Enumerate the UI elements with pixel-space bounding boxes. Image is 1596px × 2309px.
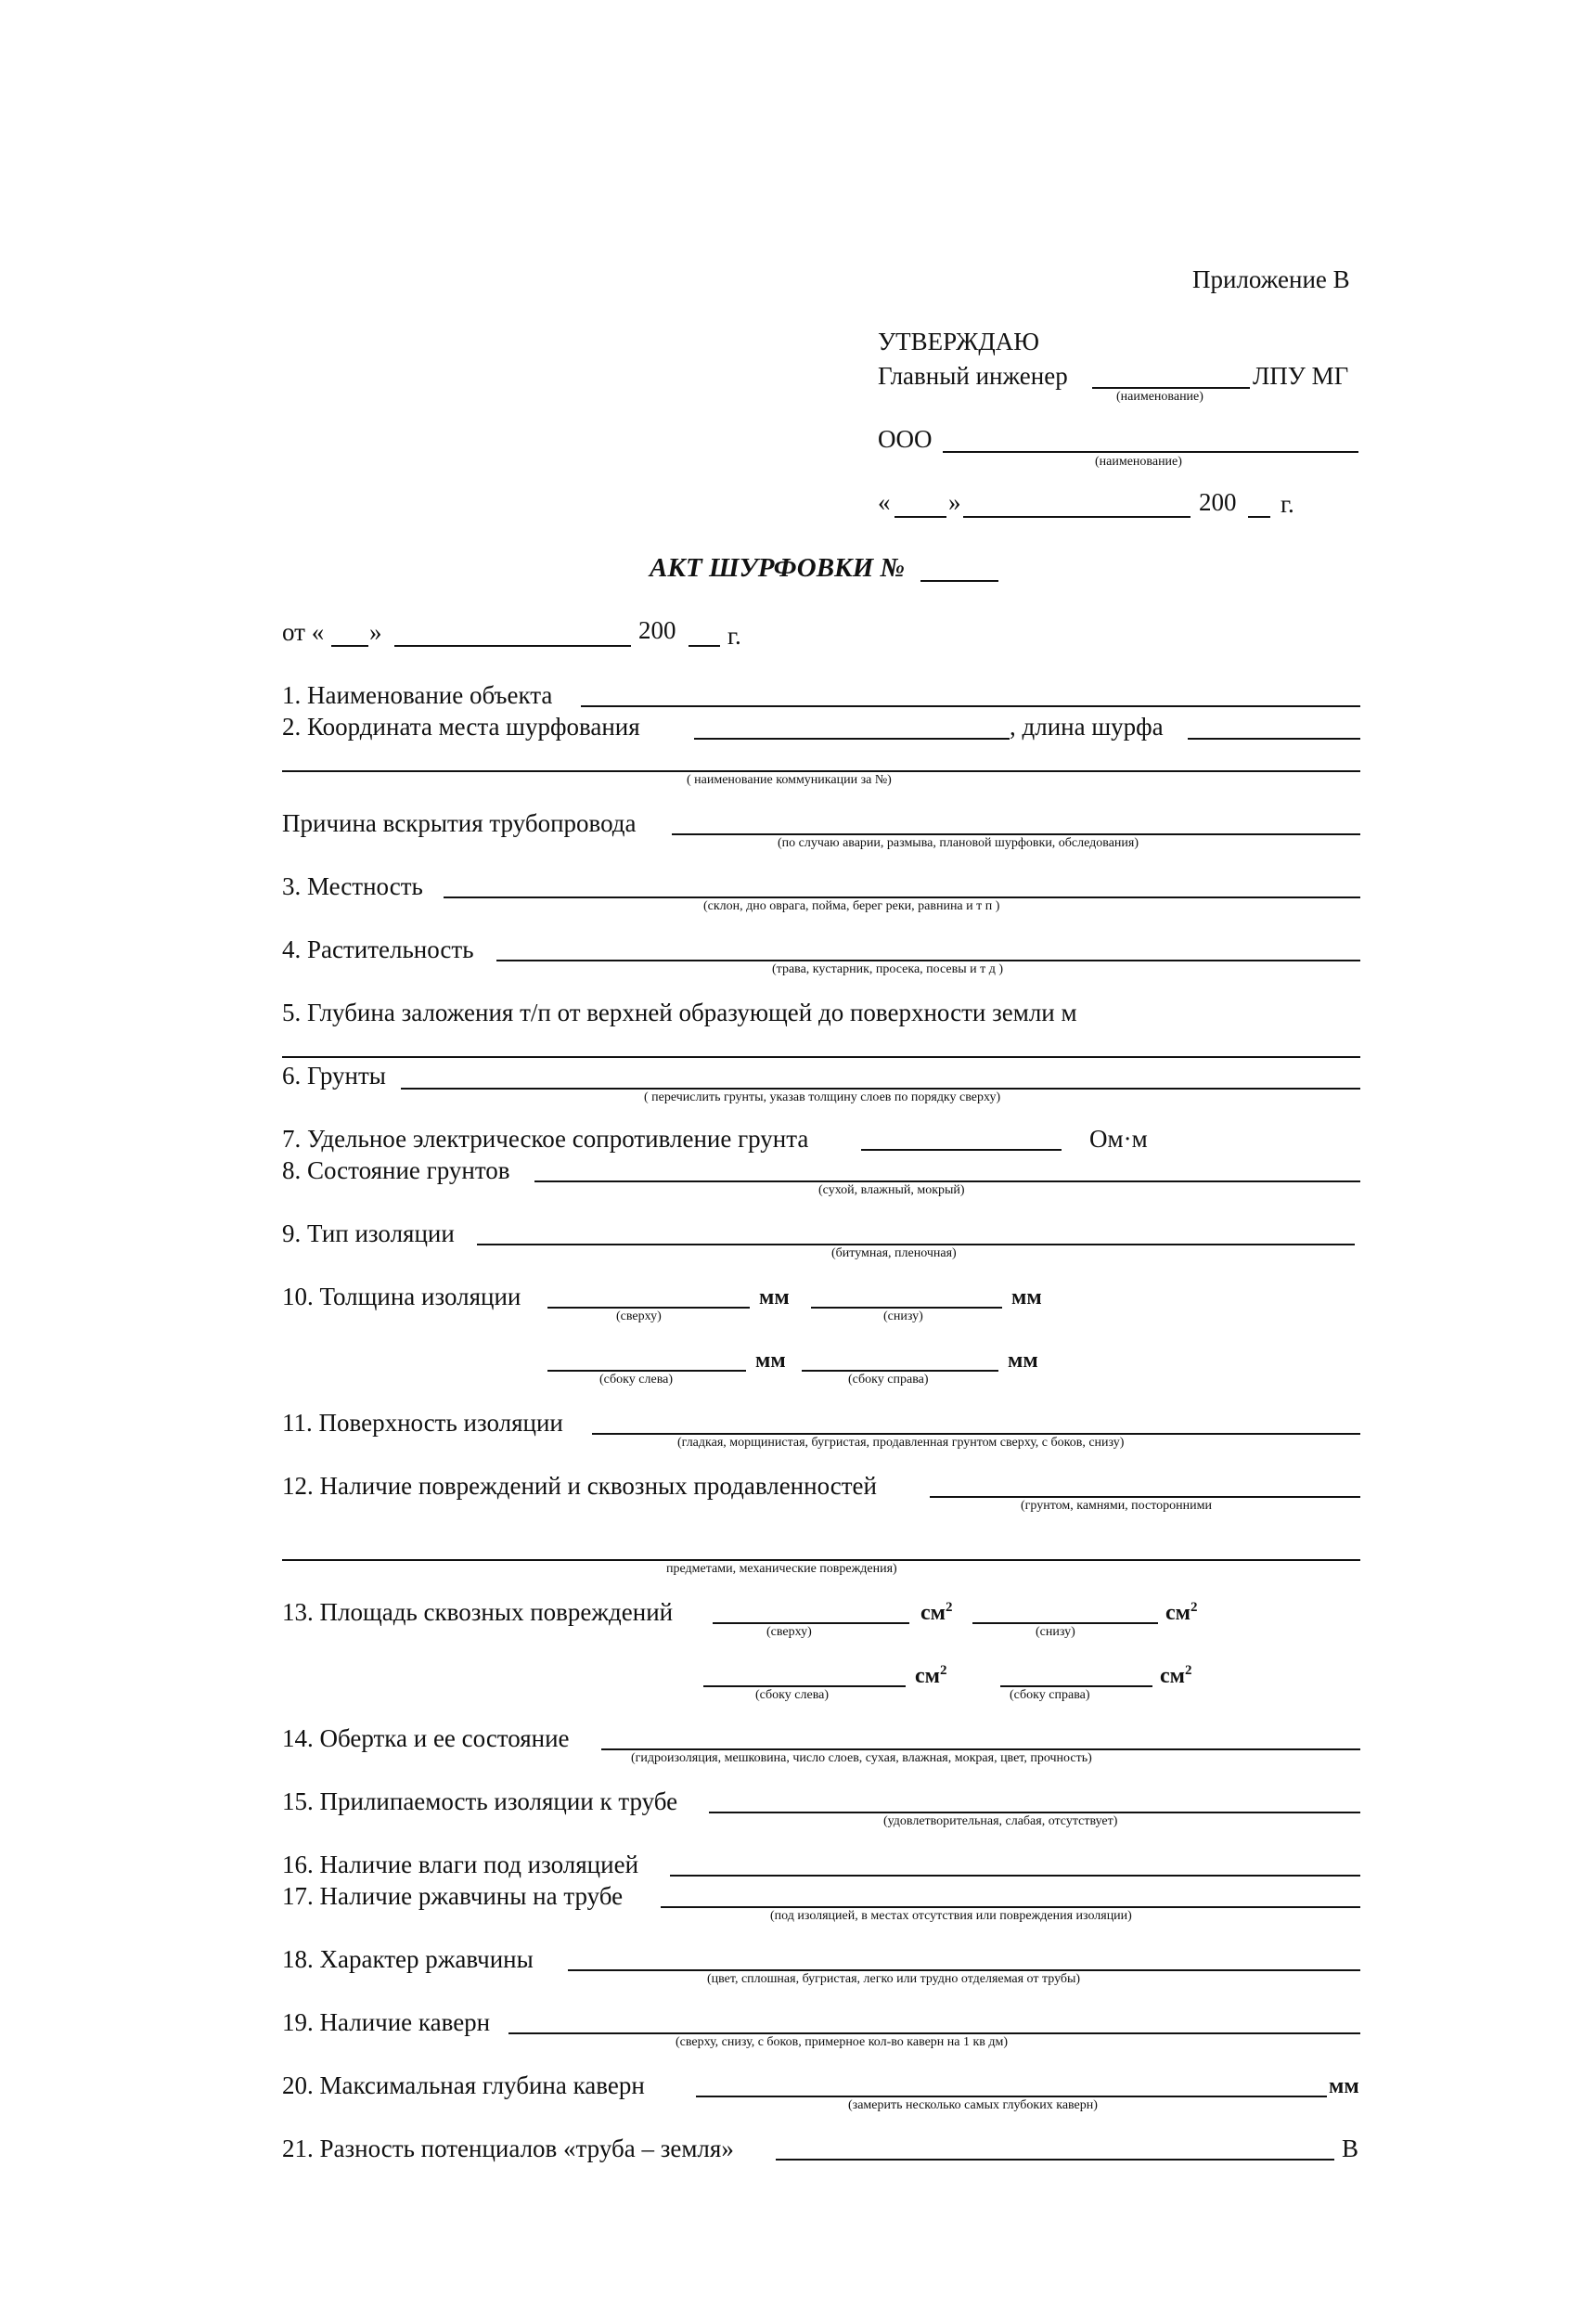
field-12-input[interactable]: [930, 1496, 1360, 1498]
field-2-input[interactable]: [694, 738, 1010, 740]
thickness-top-input[interactable]: [547, 1307, 750, 1309]
area-top-unit-text: см: [920, 1601, 946, 1625]
field-2-communication-input[interactable]: [282, 770, 1360, 772]
approve-year-prefix: 200: [1199, 488, 1237, 516]
thickness-bottom-unit: мм: [1011, 1285, 1042, 1309]
field-5-label: 5. Глубина заложения т/п от верхней образующей до поверхности земли м: [282, 999, 1077, 1026]
thickness-right-hint: (сбоку справа): [848, 1373, 929, 1387]
field-20-unit: мм: [1329, 2074, 1359, 2098]
reason-label: Причина вскрытия трубопровода: [282, 809, 637, 837]
area-bottom-input[interactable]: [972, 1622, 1158, 1624]
thickness-right-unit: мм: [1008, 1348, 1038, 1373]
field-2-label: 2. Координата места шурфования: [282, 713, 640, 741]
field-18-hint: (цвет, сплошная, бугристая, легко или трудно отделяемая от трубы): [707, 1972, 1081, 1986]
chief-engineer-label: Главный инженер: [878, 362, 1068, 390]
field-12-input-2[interactable]: [282, 1559, 1360, 1561]
field-3-hint: (склон, дно оврага, пойма, берег реки, равнина и т п ): [703, 899, 1000, 913]
thickness-top-hint: (сверху): [616, 1309, 662, 1323]
thickness-top-unit: мм: [759, 1285, 790, 1309]
approve-day-field[interactable]: [895, 516, 946, 518]
lpu-name-field[interactable]: [1092, 387, 1250, 389]
thickness-right-input[interactable]: [802, 1370, 998, 1372]
ooo-label: ООО: [878, 425, 933, 453]
thickness-bottom-input[interactable]: [811, 1307, 1002, 1309]
field-9-hint: (битумная, пленочная): [831, 1246, 957, 1260]
area-right-input[interactable]: [1000, 1685, 1152, 1687]
area-bottom-unit-power: 2: [1191, 1600, 1198, 1615]
field-13-label: 13. Площадь сквозных повреждений: [282, 1598, 674, 1626]
area-top-unit: [920, 1602, 953, 1624]
field-17-input[interactable]: [661, 1906, 1360, 1908]
thickness-left-input[interactable]: [547, 1370, 746, 1372]
act-date-quote-close: »: [369, 618, 382, 646]
field-7-input[interactable]: [861, 1149, 1062, 1151]
area-left-unit: [915, 1665, 947, 1687]
field-1-input[interactable]: [581, 705, 1360, 707]
appendix-label: Приложение В: [1192, 265, 1350, 293]
lpu-name-hint: (наименование): [1116, 390, 1203, 404]
thickness-bottom-hint: (снизу): [883, 1309, 923, 1323]
field-20-input[interactable]: [696, 2096, 1327, 2097]
area-bottom-unit: [1165, 1602, 1198, 1624]
area-top-input[interactable]: [713, 1622, 909, 1624]
field-17-label: 17. Наличие ржавчины на трубе: [282, 1882, 624, 1910]
field-15-label: 15. Прилипаемость изоляции к трубе: [282, 1787, 678, 1815]
field-21-input[interactable]: [776, 2159, 1334, 2161]
area-left-unit-text: см: [915, 1664, 940, 1688]
lpu-label: ЛПУ МГ: [1253, 362, 1349, 390]
area-bottom-hint: (снизу): [1036, 1625, 1075, 1639]
approve-month-field[interactable]: [963, 516, 1191, 518]
approve-year-field[interactable]: [1248, 516, 1270, 518]
reason-hint: (по случаю аварии, размыва, плановой шурфовки, обследования): [778, 836, 1139, 850]
field-7-label: 7. Удельное электрическое сопротивление грунта: [282, 1125, 809, 1153]
field-14-hint: (гидроизоляция, мешковина, число слоев, сухая, влажная, мокрая, цвет, прочность): [631, 1751, 1092, 1765]
field-6-hint: ( перечислить грунты, указав толщину слоев по порядку сверху): [644, 1090, 1001, 1104]
approve-date-quote-close: »: [948, 488, 961, 516]
field-21-label: 21. Разность потенциалов «труба – земля»: [282, 2135, 734, 2162]
field-1-label: 1. Наименование объекта: [282, 681, 553, 709]
field-4-label: 4. Растительность: [282, 935, 474, 963]
field-2-length-input[interactable]: [1188, 738, 1360, 740]
field-8-hint: (сухой, влажный, мокрый): [818, 1183, 965, 1197]
approve-heading: УТВЕРЖДАЮ: [878, 328, 1040, 355]
field-5-input[interactable]: [282, 1056, 1360, 1058]
field-18-input[interactable]: [568, 1969, 1360, 1971]
field-15-hint: (удовлетворительная, слабая, отсутствует): [883, 1814, 1118, 1828]
field-17-hint: (под изоляцией, в местах отсутствия или повреждения изоляции): [770, 1909, 1132, 1923]
act-number-field[interactable]: [920, 580, 998, 582]
field-12-hint: (грунтом, камнями, посторонними: [1021, 1499, 1213, 1513]
field-2-hint: ( наименование коммуникации за №): [687, 773, 892, 787]
field-15-input[interactable]: [709, 1812, 1360, 1813]
act-year-prefix: 200: [638, 616, 676, 644]
act-title: АКТ ШУРФОВКИ №: [650, 553, 906, 583]
field-3-input[interactable]: [444, 897, 1360, 898]
area-right-unit-text: см: [1160, 1664, 1185, 1688]
field-20-label: 20. Максимальная глубина каверн: [282, 2071, 645, 2099]
thickness-left-hint: (сбоку слева): [599, 1373, 673, 1387]
reason-input[interactable]: [672, 833, 1360, 835]
field-20-hint: (замерить несколько самых глубоких каверн): [848, 2098, 1098, 2112]
field-19-label: 19. Наличие каверн: [282, 2008, 491, 2036]
area-left-unit-power: 2: [940, 1663, 947, 1678]
field-19-hint: (сверху, снизу, с боков, примерное кол-во каверн на 1 кв дм): [676, 2035, 1009, 2049]
area-left-input[interactable]: [703, 1685, 906, 1687]
area-right-hint: (сбоку справа): [1010, 1688, 1090, 1702]
field-16-input[interactable]: [670, 1875, 1360, 1877]
field-19-input[interactable]: [508, 2032, 1360, 2034]
thickness-left-unit: мм: [755, 1348, 786, 1373]
field-11-input[interactable]: [592, 1433, 1360, 1435]
act-year-suffix: г.: [727, 622, 741, 650]
area-bottom-unit-text: см: [1165, 1601, 1191, 1625]
field-14-label: 14. Обертка и ее состояние: [282, 1724, 570, 1752]
field-4-input[interactable]: [496, 960, 1360, 961]
act-month-field[interactable]: [394, 645, 631, 647]
field-11-hint: (гладкая, морщинистая, бугристая, продавленная грунтом сверху, с боков, снизу): [677, 1436, 1125, 1450]
area-left-hint: (сбоку слева): [755, 1688, 829, 1702]
area-top-hint: (сверху): [766, 1625, 812, 1639]
field-9-input[interactable]: [477, 1244, 1355, 1245]
field-10-label: 10. Толщина изоляции: [282, 1283, 521, 1310]
ooo-name-hint: (наименование): [1095, 455, 1182, 469]
field-6-label: 6. Грунты: [282, 1062, 386, 1090]
approve-date-quote-open: «: [878, 488, 891, 516]
area-top-unit-power: 2: [946, 1600, 953, 1615]
field-9-label: 9. Тип изоляции: [282, 1219, 455, 1247]
field-6-input[interactable]: [401, 1088, 1360, 1090]
field-4-hint: (трава, кустарник, просека, посевы и т д ): [772, 962, 1004, 976]
act-date-from: от «: [282, 618, 325, 646]
field-14-input[interactable]: [601, 1748, 1360, 1750]
area-right-unit: [1160, 1665, 1192, 1687]
act-day-field[interactable]: [331, 645, 368, 647]
field-7-unit: Ом·м: [1089, 1125, 1148, 1153]
field-16-label: 16. Наличие влаги под изоляцией: [282, 1851, 639, 1878]
field-2-length-label: , длина шурфа: [1010, 713, 1164, 741]
approve-year-suffix: г.: [1281, 490, 1294, 518]
ooo-name-field[interactable]: [943, 451, 1358, 453]
field-11-label: 11. Поверхность изоляции: [282, 1409, 563, 1437]
area-right-unit-power: 2: [1185, 1663, 1192, 1678]
field-3-label: 3. Местность: [282, 872, 423, 900]
field-18-label: 18. Характер ржавчины: [282, 1945, 534, 1973]
act-year-field[interactable]: [689, 645, 720, 647]
field-8-input[interactable]: [534, 1180, 1360, 1182]
field-12-label: 12. Наличие повреждений и сквозных продавленностей: [282, 1472, 877, 1500]
field-21-unit: В: [1342, 2135, 1359, 2162]
field-8-label: 8. Состояние грунтов: [282, 1156, 510, 1184]
field-12-hint-2: предметами, механические повреждения): [666, 1562, 897, 1576]
